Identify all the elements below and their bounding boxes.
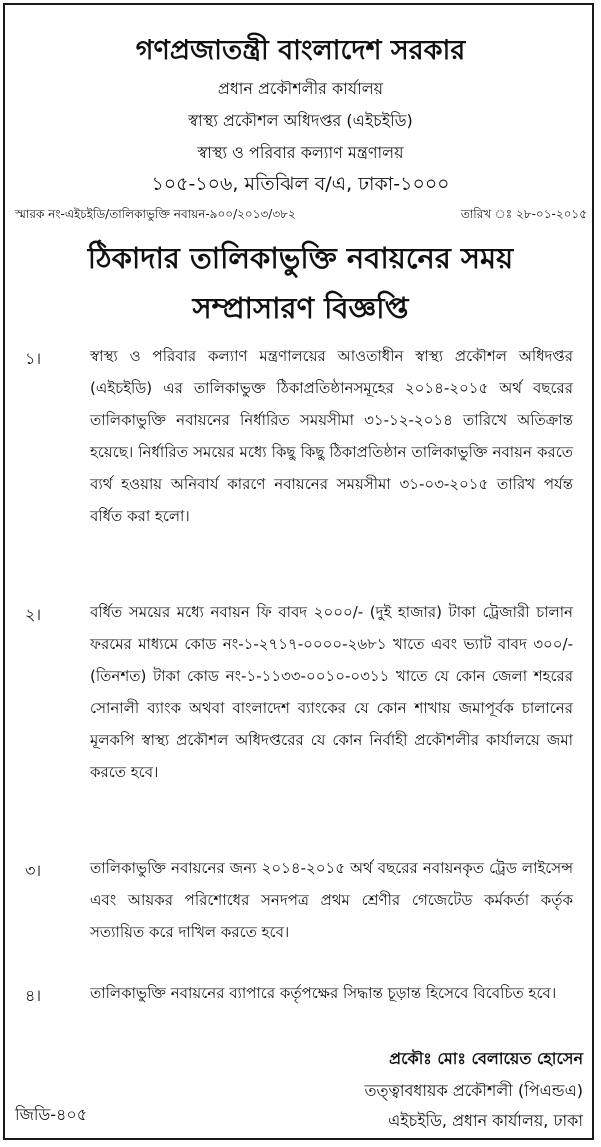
item-number: ২। [25,605,42,624]
office-name: প্রধান প্রকৌশলীর কার্যালয় [217,79,384,98]
memo-row [15,206,587,226]
item-text: বর্ধিত সময়ের মধ্যে নবায়ন ফি বাবদ ২০০০/- (দুই হাজার) টাকা ট্রেজারী চালান ফরমের মাধ্যমে কোড নং-১-২৭১৭-০০০০-২৬৮১ খাতে এবং ভ্যাট বাবদ ৩০০/- (তিনশত) টাকা কোড নং-১-১১৩৩-০০১০-০৩১১ খাতে যে কোন জেলা শহরের সোনালী ব্যাংক অথবা বাংলাদেশ ব্যাংকের যে কোন শাখায় জমাপূর্বক চালানের মূলকপি স্বাস্থ্য প্রকৌশল অধিদপ্তরের যে কোন নির্বাহী প্রকৌশলীর কার্যালয়ে জমা করতে হবে। [90,603,573,781]
department-name: স্বাস্থ্য প্রকৌশল অধিদপ্তর (এইচইডি) [188,111,413,130]
ministry-name: স্বাস্থ্য ও পরিবার কল্যাণ মন্ত্রণালয় [197,143,404,162]
item-text: তালিকাভুক্তি নবায়নের জন্য ২০১৪-২০১৫ অর্থ বছরের নবায়নকৃত ট্রেড লাইসেন্স এবং আয়কর পরিশোধের সনদপত্র প্রথম শ্রেণীর গেজেটেড কর্মকর্তা কর্তৃক সত্যায়িত করে দাখিল করতে হবে। [90,859,573,941]
signatory-name: প্রকৌঃ মোঃ বেলায়েত হোসেন [389,1049,583,1068]
item-number: ৩। [25,861,42,880]
signatory-designation: তত্ত্বাবধায়ক প্রকৌশলী (পিএন্ডএ) [364,1081,583,1100]
item-number: ৪। [25,986,42,1005]
government-heading: গণপ্রজাতন্ত্রী বাংলাদেশ সরকার [135,35,466,66]
notice-title-line-2: সম্প্রাসারণ বিজ্ঞপ্তি [192,291,409,325]
notice-title-line-1: ঠিকাদার তালিকাভুক্তি নবায়নের সময় [87,241,514,275]
item-text: স্বাস্থ্য ও পরিবার কল্যাণ মন্ত্রণালয়ের আওতাধীন স্বাস্থ্য প্রকৌশল অধিদপ্তর (এইচইডি) এর তালিকাভুক্ত ঠিকাপ্রতিষ্ঠানসমূহের ২০১৪-২০১৫ অর্থ বছরের তালিকাভুক্তি নবায়নের নির্ধারিত সময়সীমা ৩১-১২-২০১৪ তারিখে অতিক্রান্ত হয়েছে। নির্ধারিত সময়ের মধ্যে কিছু কিছু ঠিকাপ্রতিষ্ঠান তালিকাভুক্তি নবায়ন করতে ব্যর্থ হওয়ায় অনিবার্য কারণে নবায়নের সময়সীমা ৩১-০৩-২০১৫ তারিখ পর্যন্ত বর্ধিত করা হলো। [90,347,573,525]
memo-date: তারিখ ঃ ২৮-০১-২০১৫ [460,207,587,221]
gd-code: জিডি-৪০৫ [15,1105,88,1124]
item-number: ১। [25,349,42,368]
office-address: ১০৫-১০৬, মতিঝিল ব/এ, ঢাকা-১০০০ [151,173,450,195]
memo-reference: স্মারক নং-এইচইডি/তালিকাভুক্তি নবায়ন-৯০০/২০১৩/৩৮২ [15,207,296,221]
item-text: তালিকাভুক্তি নবায়নের ব্যাপারে কর্তৃপক্ষের সিদ্ধান্ত চূড়ান্ত হিসেবে বিবেচিত হবে। [90,984,557,1002]
signatory-office: এইচইডি, প্রধান কার্যালয়, ঢাকা [388,1111,583,1130]
